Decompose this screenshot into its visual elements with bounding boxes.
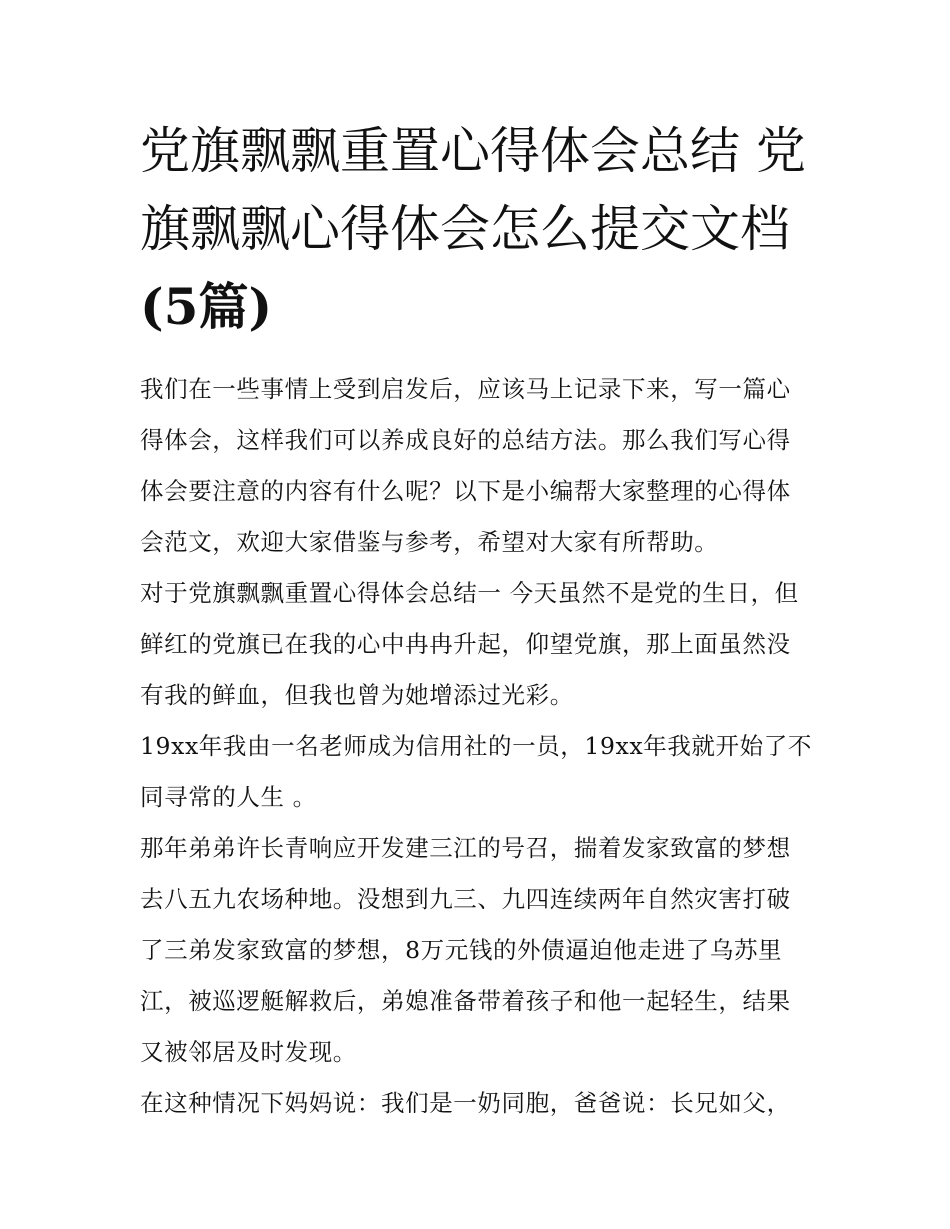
- paragraph-4: 在这种情况下妈妈说：我们是一奶同胞，爸爸说：长兄如父，: [140, 1089, 791, 1117]
- paragraph-2: 19xx年我由一名老师成为信用社的一员，19xx年我就开始了不同寻常的人生 。: [140, 732, 812, 811]
- title-main: 党旗飘飘重置心得体会总结 党旗飘飘心得体会怎么提交文档: [140, 122, 806, 258]
- document-content: [140, 112, 812, 1129]
- paragraph-intro: 我们在一些事情上受到启发后，应该马上记录下来，写一篇心得体会，这样我们可以养成良好的总结方法。那么我们写心得体会要注意的内容有什么呢？以下是小编帮大家整理的心得体会范文，欢迎大家借鉴与参考，希望对大家有所帮助。: [140, 375, 791, 556]
- paragraph-3: 那年弟弟许长青响应开发建三江的号召，揣着发家致富的梦想去八五九农场种地。没想到九三、九四连续两年自然灾害打破了三弟发家致富的梦想，8万元钱的外债逼迫他走进了乌苏里江，被巡逻艇解救后，弟媳准备带着孩子和他一起轻生，结果又被邻居及时发现。: [140, 834, 791, 1066]
- document-title: [140, 112, 812, 346]
- title-suffix: (5篇): [140, 277, 273, 336]
- paragraph-1: 对于党旗飘飘重置心得体会总结一 今天虽然不是党的生日，但鲜红的党旗已在我的心中冉冉升起，仰望党旗，那上面虽然没有我的鲜血，但我也曾为她增添过光彩。: [140, 579, 799, 709]
